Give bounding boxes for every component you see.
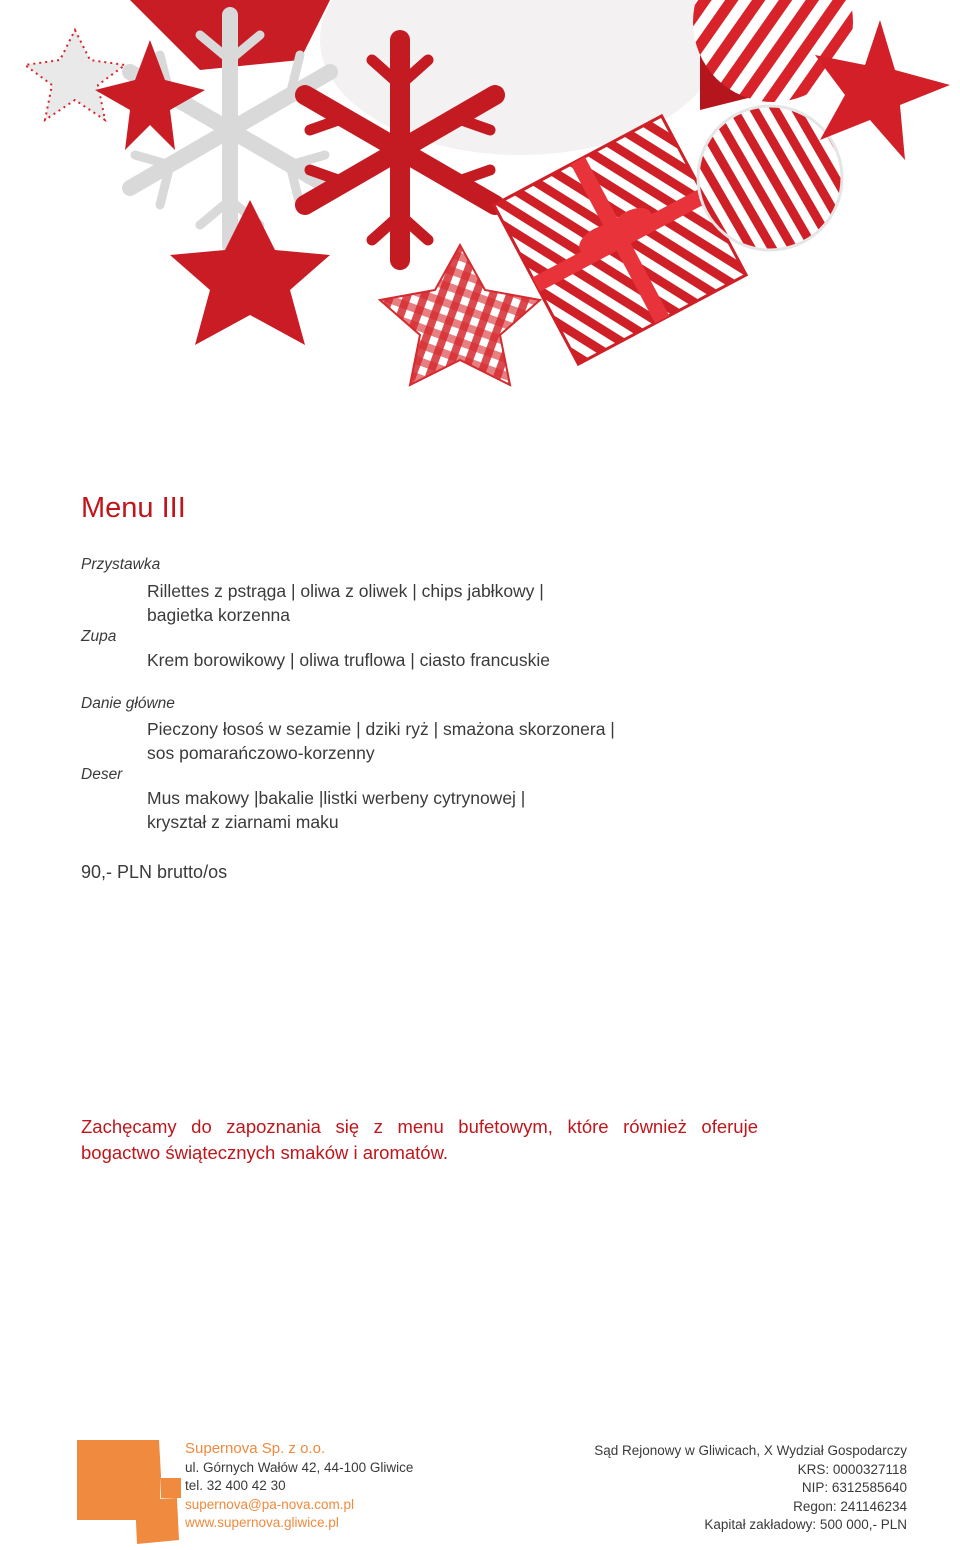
dish-line: bagietka korzenna bbox=[147, 604, 291, 625]
krs-number: KRS: 0000327118 bbox=[797, 1461, 907, 1477]
company-address: ul. Górnych Wałów 42, 44-100 Gliwice bbox=[185, 1459, 414, 1475]
legal-info bbox=[594, 1442, 907, 1535]
dish-line: Pieczony łosoś w sezamie | dziki ryż | smażona skorzonera | bbox=[147, 719, 615, 739]
regon-number: Regon: 241146234 bbox=[793, 1498, 907, 1514]
menu-price: 90,- PLN brutto/os bbox=[81, 862, 228, 882]
christmas-ornaments-decoration bbox=[0, 0, 960, 420]
company-name: Supernova Sp. z o.o. bbox=[185, 1440, 326, 1457]
note-line: bogactwo świątecznych smaków i aromatów. bbox=[81, 1142, 449, 1163]
nip-number: NIP: 6312585640 bbox=[801, 1480, 907, 1495]
supernova-logo bbox=[77, 1440, 181, 1544]
dish-deser bbox=[147, 787, 707, 834]
dish-line: sos pomarańczowo-korzenny bbox=[147, 742, 375, 763]
course-label-zupa: Zupa bbox=[81, 628, 117, 645]
company-email-link[interactable]: supernova@pa-nova.com.pl bbox=[185, 1496, 355, 1512]
share-capital: Kapitał zakładowy: 500 000,- PLN bbox=[704, 1517, 907, 1532]
dish-danie-glowne bbox=[147, 718, 707, 765]
course-label-deser: Deser bbox=[81, 766, 123, 783]
dish-line: Mus makowy |bakalie |listki werbeny cytrynowej | bbox=[147, 788, 526, 808]
note-line: Zachęcamy do zapoznania się z menu bufetowym, które również oferuje bbox=[81, 1116, 758, 1137]
buffet-note bbox=[81, 1114, 758, 1166]
court-info: Sąd Rejonowy w Gliwicach, X Wydział Gospodarczy bbox=[594, 1443, 907, 1458]
dish-zupa bbox=[147, 649, 707, 673]
menu-title: Menu III bbox=[81, 492, 186, 524]
dish-przystawka bbox=[147, 580, 707, 627]
course-label-przystawka: Przystawka bbox=[81, 556, 161, 573]
dish-line: kryształ z ziarnami maku bbox=[147, 811, 339, 832]
company-website-link[interactable]: www.supernova.gliwice.pl bbox=[185, 1515, 339, 1530]
course-label-danie-glowne: Danie główne bbox=[81, 695, 175, 712]
dish-line: Rillettes z pstrąga | oliwa z oliwek | chips jabłkowy | bbox=[147, 581, 544, 601]
company-info bbox=[185, 1440, 413, 1533]
dish-line: Krem borowikowy | oliwa truflowa | ciasto francuskie bbox=[147, 650, 550, 670]
company-phone: tel. 32 400 42 30 bbox=[185, 1478, 286, 1493]
